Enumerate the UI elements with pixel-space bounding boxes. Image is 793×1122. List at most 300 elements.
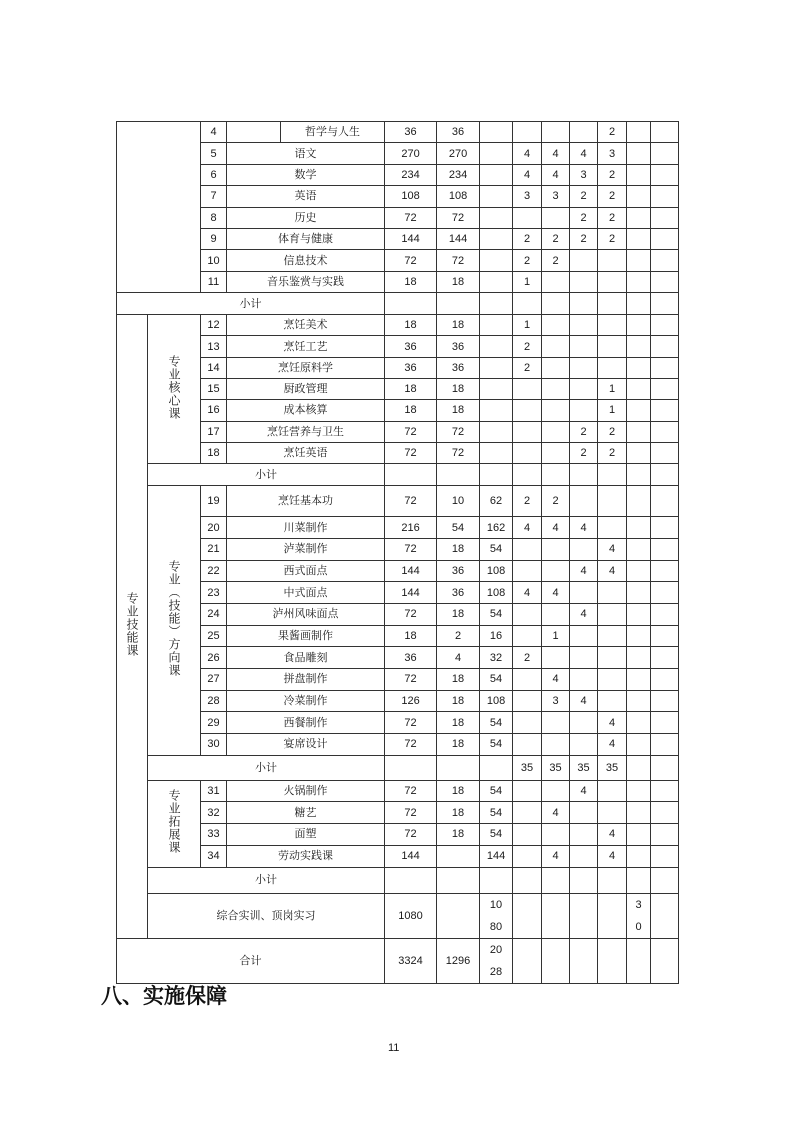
semester-s6-cell [651,625,679,647]
course-name-cell: 厨政管理 [227,379,385,400]
semester-s6-cell [651,143,679,164]
semester-s6-cell [651,486,679,517]
table-row [117,228,679,249]
practice-hours-cell [480,315,513,336]
empty-cell [570,464,598,486]
semester-s1-cell: 2 [513,357,542,378]
semester-s1-cell: 2 [513,647,542,669]
internship-practice-value: 1080 [489,898,503,933]
empty-cell [480,464,513,486]
empty-cell [627,293,651,315]
subtotal-s2-cell: 35 [542,755,570,780]
theory-hours-cell: 18 [437,824,480,846]
semester-s3-cell [570,379,598,400]
course-no-cell: 4 [201,122,227,143]
empty-cell [570,938,598,983]
semester-s5-cell [627,228,651,249]
empty-cell [598,893,627,938]
total-hours-cell: 72 [385,802,437,824]
semester-s5-cell [627,186,651,207]
theory-hours-cell: 18 [437,603,480,625]
theory-hours-cell: 36 [437,122,480,143]
semester-s3-cell: 4 [570,780,598,802]
semester-s6-cell [651,357,679,378]
semester-s4-cell [598,517,627,539]
theory-hours-cell: 36 [437,336,480,357]
empty-cell [651,755,679,780]
semester-s1-cell [513,845,542,867]
table-row [117,207,679,228]
semester-s2-cell [542,357,570,378]
semester-s6-cell [651,538,679,560]
empty-cell [437,755,480,780]
semester-s6-cell [651,845,679,867]
grand-practice-cell [480,938,513,983]
course-no-cell: 7 [201,186,227,207]
table-row [117,560,679,582]
semester-s3-cell [570,400,598,421]
course-name-cell: 烹饪英语 [227,442,385,463]
empty-cell [627,755,651,780]
semester-s6-cell [651,336,679,357]
semester-s3-cell [570,582,598,604]
semester-s3-cell: 4 [570,517,598,539]
table-row [117,669,679,691]
course-name-cell: 语文 [227,143,385,164]
semester-s6-cell [651,442,679,463]
semester-s5-cell [627,538,651,560]
semester-s3-cell: 2 [570,228,598,249]
internship-label: 综合实训、顶岗实习 [148,893,385,938]
theory-hours-cell: 72 [437,207,480,228]
semester-s3-cell [570,734,598,756]
practice-hours-cell: 54 [480,734,513,756]
course-no-cell: 14 [201,357,227,378]
empty-cell [651,293,679,315]
practice-hours-cell [480,207,513,228]
semester-s1-cell [513,669,542,691]
practice-hours-cell: 54 [480,824,513,846]
semester-s6-cell [651,379,679,400]
semester-s5-cell [627,400,651,421]
semester-s4-cell [598,357,627,378]
semester-s3-cell: 4 [570,690,598,712]
theory-hours-cell: 108 [437,186,480,207]
theory-hours-cell: 234 [437,164,480,185]
course-no-cell: 6 [201,164,227,185]
semester-s3-cell [570,845,598,867]
semester-s5-cell [627,669,651,691]
course-no-cell: 34 [201,845,227,867]
course-name-cell: 西式面点 [227,560,385,582]
semester-s2-cell: 4 [542,845,570,867]
practice-hours-cell [480,400,513,421]
semester-s2-cell [542,780,570,802]
semester-s3-cell [570,647,598,669]
empty-cell [437,293,480,315]
practice-hours-cell: 16 [480,625,513,647]
course-no-cell: 22 [201,560,227,582]
semester-s6-cell [651,582,679,604]
semester-s5-cell [627,336,651,357]
semester-s4-cell [598,647,627,669]
total-hours-cell: 36 [385,357,437,378]
table-row [117,647,679,669]
semester-s4-cell [598,690,627,712]
course-no-cell: 8 [201,207,227,228]
subtotal-label: 小计 [148,867,385,893]
grand-total-label: 合计 [117,938,385,983]
semester-s5-cell [627,603,651,625]
theory-hours-cell: 18 [437,538,480,560]
semester-s6-cell [651,122,679,143]
course-no-cell: 12 [201,315,227,336]
total-hours-cell: 72 [385,442,437,463]
course-no-cell: 31 [201,780,227,802]
semester-s2-cell [542,712,570,734]
course-name-cell: 成本核算 [227,400,385,421]
semester-s3-cell: 4 [570,143,598,164]
empty-cell [598,867,627,893]
semester-s5-cell [627,271,651,292]
course-name-cell: 拼盘制作 [227,669,385,691]
course-name-cell: 面塑 [227,824,385,846]
table-row [117,893,679,938]
practice-hours-cell [480,250,513,271]
theory-hours-cell: 18 [437,690,480,712]
semester-s1-cell [513,734,542,756]
course-no-cell: 18 [201,442,227,463]
semester-s2-cell: 2 [542,486,570,517]
semester-s2-cell [542,824,570,846]
semester-s2-cell: 2 [542,228,570,249]
subtotal-label: 小计 [148,464,385,486]
table-row [117,186,679,207]
table-row [117,293,679,315]
course-name-cell: 火锅制作 [227,780,385,802]
semester-s6-cell [651,647,679,669]
practice-hours-cell [480,122,513,143]
empty-cell [570,293,598,315]
semester-s2-cell [542,315,570,336]
semester-s6-cell [651,669,679,691]
internship-practice-cell [480,893,513,938]
theory-hours-cell: 18 [437,400,480,421]
total-hours-cell: 72 [385,603,437,625]
semester-s2-cell [542,560,570,582]
subtotal-s3-cell: 35 [570,755,598,780]
subtotal-label: 小计 [117,293,385,315]
course-name-cell: 川菜制作 [227,517,385,539]
grand-total-cell: 3324 [385,938,437,983]
core-category-cell [148,315,201,464]
table-row [117,690,679,712]
subtotal-s4-cell: 35 [598,755,627,780]
semester-s4-cell [598,336,627,357]
empty-cell [542,938,570,983]
semester-s2-cell [542,734,570,756]
semester-s1-cell [513,690,542,712]
semester-s6-cell [651,207,679,228]
semester-s5-cell [627,690,651,712]
core-category-label: 专业核心课 [167,354,181,420]
course-no-cell: 9 [201,228,227,249]
course-name-cell: 体育与健康 [227,228,385,249]
semester-s2-cell: 3 [542,186,570,207]
course-name-cell: 英语 [227,186,385,207]
course-no-cell: 27 [201,669,227,691]
empty-cell [627,867,651,893]
semester-s1-cell: 4 [513,143,542,164]
empty-cell [627,464,651,486]
course-name-cell: 烹饪原料学 [227,357,385,378]
semester-s2-cell: 4 [542,802,570,824]
practice-hours-cell [480,164,513,185]
semester-s3-cell [570,315,598,336]
semester-s1-cell [513,712,542,734]
table-row [117,486,679,517]
semester-s2-cell [542,379,570,400]
empty-cell [598,464,627,486]
empty-cell [651,893,679,938]
semester-s5-cell [627,582,651,604]
semester-s6-cell [651,560,679,582]
table-row [117,780,679,802]
semester-s2-cell [542,271,570,292]
empty-cell [480,755,513,780]
semester-s1-cell [513,538,542,560]
theory-hours-cell: 36 [437,560,480,582]
total-hours-cell: 36 [385,122,437,143]
course-name-cell: 西餐制作 [227,712,385,734]
table-row [117,734,679,756]
theory-hours-cell: 18 [437,315,480,336]
subtotal-label: 小计 [148,755,385,780]
course-no-cell: 28 [201,690,227,712]
total-hours-cell: 72 [385,734,437,756]
semester-s6-cell [651,315,679,336]
table-row [117,379,679,400]
semester-s3-cell [570,712,598,734]
direction-category-label: 专业（技能）方向课 [167,559,181,677]
semester-s3-cell: 4 [570,560,598,582]
table-row [117,336,679,357]
semester-s4-cell: 3 [598,143,627,164]
semester-s6-cell [651,824,679,846]
extension-category-cell [148,780,201,867]
internship-s5-cell [627,893,651,938]
semester-s2-cell [542,122,570,143]
practice-hours-cell [480,186,513,207]
semester-s6-cell [651,250,679,271]
total-hours-cell: 18 [385,400,437,421]
course-name-cell: 哲学与人生 [281,122,385,143]
empty-cell [437,893,480,938]
empty-cell [385,755,437,780]
internship-s5-value: 30 [635,898,642,933]
total-hours-cell: 72 [385,421,437,442]
semester-s1-cell [513,625,542,647]
empty-cell [513,893,542,938]
practice-hours-cell [480,421,513,442]
skill-category-cell [117,315,148,938]
table-row [117,250,679,271]
semester-s1-cell: 4 [513,517,542,539]
semester-s3-cell [570,538,598,560]
semester-s2-cell [542,400,570,421]
practice-hours-cell [480,228,513,249]
table-row [117,802,679,824]
course-name-cell: 宴席设计 [227,734,385,756]
direction-category-cell [148,486,201,756]
semester-s4-cell: 2 [598,442,627,463]
semester-s2-cell: 1 [542,625,570,647]
practice-hours-cell: 54 [480,802,513,824]
course-name-cell: 劳动实践课 [227,845,385,867]
semester-s6-cell [651,802,679,824]
table-row [117,400,679,421]
course-name-cell: 数学 [227,164,385,185]
empty-cell [627,938,651,983]
semester-s4-cell: 4 [598,734,627,756]
course-name-cell: 烹饪工艺 [227,336,385,357]
semester-s6-cell [651,228,679,249]
practice-hours-cell: 108 [480,582,513,604]
semester-s1-cell [513,400,542,421]
semester-s4-cell: 4 [598,845,627,867]
semester-s4-cell [598,582,627,604]
course-no-cell: 19 [201,486,227,517]
semester-s2-cell: 4 [542,582,570,604]
empty-cell [385,867,437,893]
course-no-cell: 13 [201,336,227,357]
semester-s2-cell [542,421,570,442]
practice-hours-cell [480,143,513,164]
practice-hours-cell: 108 [480,560,513,582]
semester-s1-cell: 2 [513,250,542,271]
semester-s5-cell [627,122,651,143]
empty-cell [651,464,679,486]
semester-s4-cell [598,250,627,271]
course-name-cell: 烹饪美术 [227,315,385,336]
semester-s3-cell: 2 [570,186,598,207]
course-name-cell: 音乐鉴赏与实践 [227,271,385,292]
semester-s2-cell: 2 [542,250,570,271]
semester-s6-cell [651,400,679,421]
course-no-cell: 11 [201,271,227,292]
semester-s5-cell [627,712,651,734]
subtotal-s1-cell: 35 [513,755,542,780]
total-hours-cell: 72 [385,538,437,560]
total-hours-cell: 72 [385,780,437,802]
semester-s4-cell: 1 [598,400,627,421]
semester-s5-cell [627,517,651,539]
course-name-cell: 烹饪营养与卫生 [227,421,385,442]
semester-s1-cell: 3 [513,186,542,207]
theory-hours-cell: 72 [437,250,480,271]
practice-hours-cell [480,357,513,378]
empty-cell [570,893,598,938]
empty-cell [570,867,598,893]
total-hours-cell: 108 [385,186,437,207]
semester-s3-cell [570,802,598,824]
semester-s4-cell: 1 [598,379,627,400]
semester-s1-cell [513,780,542,802]
table-row [117,712,679,734]
semester-s3-cell [570,669,598,691]
practice-hours-cell: 162 [480,517,513,539]
course-no-cell: 33 [201,824,227,846]
total-hours-cell: 234 [385,164,437,185]
practice-hours-cell: 108 [480,690,513,712]
semester-s5-cell [627,442,651,463]
semester-s5-cell [627,780,651,802]
semester-s1-cell: 2 [513,336,542,357]
semester-s2-cell [542,538,570,560]
theory-hours-cell: 18 [437,734,480,756]
total-hours-cell: 72 [385,486,437,517]
semester-s4-cell [598,315,627,336]
table-row [117,603,679,625]
table-row [117,143,679,164]
semester-s1-cell [513,560,542,582]
theory-hours-cell: 18 [437,712,480,734]
total-hours-cell: 72 [385,669,437,691]
theory-hours-cell: 4 [437,647,480,669]
semester-s1-cell: 1 [513,315,542,336]
semester-s2-cell [542,603,570,625]
practice-hours-cell: 54 [480,603,513,625]
semester-s1-cell [513,442,542,463]
semester-s4-cell [598,486,627,517]
semester-s5-cell [627,734,651,756]
empty-cell [480,293,513,315]
theory-hours-cell: 18 [437,669,480,691]
total-hours-cell: 18 [385,379,437,400]
practice-hours-cell: 54 [480,712,513,734]
empty-cell [542,867,570,893]
semester-s4-cell: 2 [598,122,627,143]
empty-cell [513,938,542,983]
semester-s5-cell [627,486,651,517]
empty-cell [513,293,542,315]
practice-hours-cell [480,336,513,357]
semester-s4-cell: 2 [598,164,627,185]
semester-s4-cell [598,802,627,824]
semester-s3-cell [570,122,598,143]
semester-s5-cell [627,560,651,582]
total-hours-cell: 144 [385,845,437,867]
extension-category-label: 专业拓展课 [167,789,181,855]
semester-s1-cell [513,421,542,442]
semester-s5-cell [627,802,651,824]
theory-hours-cell: 72 [437,442,480,463]
semester-s5-cell [627,357,651,378]
semester-s2-cell: 4 [542,669,570,691]
semester-s2-cell [542,647,570,669]
theory-hours-cell: 54 [437,517,480,539]
course-name-cell: 果酱画制作 [227,625,385,647]
practice-hours-cell: 54 [480,538,513,560]
curriculum-table [116,121,679,984]
table-row [117,421,679,442]
semester-s4-cell [598,780,627,802]
total-hours-cell: 72 [385,250,437,271]
semester-s4-cell: 4 [598,824,627,846]
total-hours-cell: 36 [385,647,437,669]
course-no-cell: 17 [201,421,227,442]
table-row [117,845,679,867]
